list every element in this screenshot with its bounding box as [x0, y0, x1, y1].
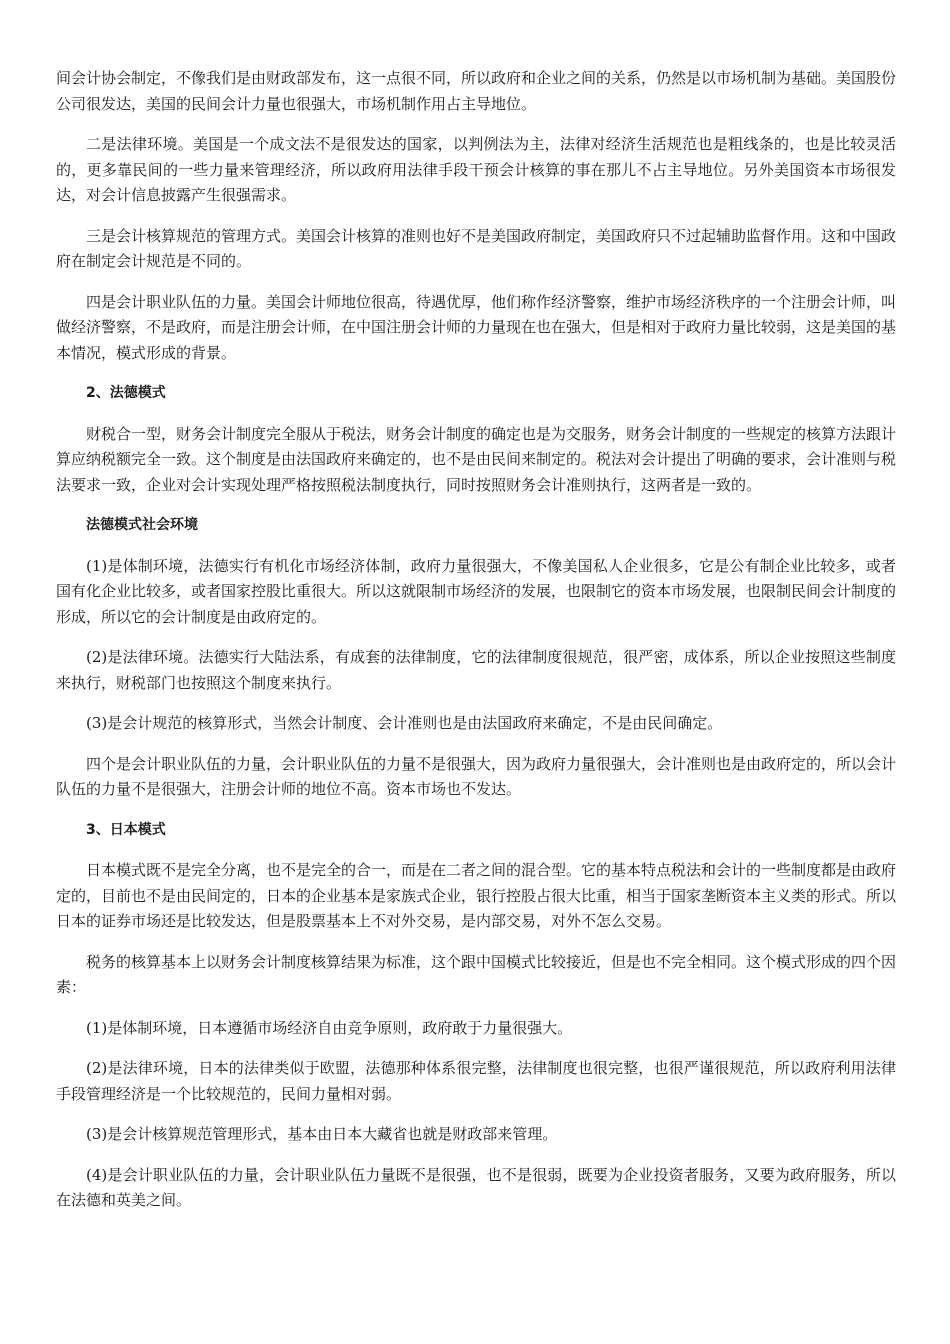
paragraph-japan-system-environment: (1)是体制环境，日本遵循市场经济自由竞争原则，政府敢于力量很强大。 [86, 1018, 573, 1037]
paragraph-us-accounting-norms: 三是会计核算规范的管理方式。美国会计核算的准则也好不是美国政府制定，美国政府只不过起辅助监督作用。这和中国政府在制定会计规范是不同的。 [56, 226, 897, 270]
paragraph-japan-profession: (4)是会计职业队伍的力量，会计职业队伍力量既不是很强，也不是很弱，既要为企业投资者服务，又要为政府服务，所以在法德和英美之间。 [56, 1165, 896, 1209]
paragraph-us-market-mechanism: 间会计协会制定，不像我们是由财政部发布，这一点很不同，所以政府和企业之间的关系，仍然是以市场机制为基础。美国股份公司很发达，美国的民间会计力量也很强大，市场机制作用占主导地位。 [56, 69, 897, 113]
paragraph-japan-tax-accounting: 税务的核算基本上以财务会计制度核算结果为标准，这个跟中国模式比较接近，但是也不完全相同。这个模式形成的四个因素： [56, 952, 897, 996]
heading-france-germany-model: 2、法德模式 [86, 385, 166, 401]
paragraph-fg-accounting-norms: (3)是会计规范的核算形式，当然会计制度、会计准则也是由法国政府来确定，不是由民间确定。 [86, 714, 723, 732]
paragraph-france-germany-overview: 财税合一型，财务会计制度完全服从于税法，财务会计制度的确定也是为交服务，财务会计制度的一些规定的核算方法跟计算应纳税额完全一致。这个制度是由法国政府来确定的，也不是由民间来制定的。税法对会计提出了明确的要求，会计准则与税法要求一致，企业对会计实现处理严格按照税法制度执行，同时按照财务会计准则执行，这两者是一致的。 [56, 424, 897, 494]
paragraph-us-profession: 四是会计职业队伍的力量。美国会计师地位很高，待遇优厚，他们称作经济警察，维护市场经济秩序的一个注册会计师，叫做经济警察，不是政府，而是注册会计师，在中国注册会计师的力量现在也在强大，但是相对于政府力量比较弱，这是美国的基本情况，模式形成的背景。 [56, 292, 897, 362]
paragraph-japan-legal-environment: (2)是法律环境，日本的法律类似于欧盟，法德那种体系很完整，法律制度也很完整，也很严谨很规范，所以政府利用法律手段管理经济是一个比较规范的，民间力量相对弱。 [56, 1059, 896, 1103]
paragraph-fg-profession: 四个是会计职业队伍的力量，会计职业队伍的力量不是很强大，因为政府力量很强大，会计准则也是由政府定的，所以会计队伍的力量不是很强大，注册会计师的地位不高。资本市场也不发达。 [56, 754, 897, 798]
paragraph-fg-legal-environment: (2)是法律环境。法德实行大陆法系，有成套的法律制度，它的法律制度很规范，很严密，成体系，所以企业按照这些制度来执行，财税部门也按照这个制度来执行。 [56, 648, 896, 692]
paragraph-japan-overview: 日本模式既不是完全分离，也不是完全的合一，而是在二者之间的混合型。它的基本特点税法和会计的一些制度都是由政府定的，目前也不是由民间定的，日本的企业基本是家族式企业，银行控股占很大比重，相当于国家垄断资本主义类的形式。所以日本的证券市场还是比较发达，但是股票基本上不对外交易，是内部交易，对外不怎么交易。 [56, 861, 897, 930]
heading-france-germany-social-environment: 法德模式社会环境 [86, 517, 198, 533]
heading-japan-model: 3、日本模式 [86, 821, 166, 838]
paragraph-fg-system-environment: (1)是体制环境，法德实行有机化市场经济体制，政府力量很强大，不像美国私人企业很多，它是公有制企业比较多，或者国有化企业比较多，或者国家控股比重很大。所以这就限制市场经济的发展，也限制它的资本市场发展，也限制民间会计制度的形成，所以它的会计制度是由政府定的。 [56, 556, 897, 626]
paragraph-us-legal-environment: 二是法律环境。美国是一个成文法不是很发达的国家，以判例法为主，法律对经济生活规范也是粗线条的，也是比较灵活的，更多靠民间的一些力量来管理经济，所以政府用法律手段干预会计核算的事在那儿不占主导地位。另外美国资本市场很发达，对会计信息披露产生很强需求。 [56, 135, 896, 204]
paragraph-japan-accounting-norms: (3)是会计核算规范管理形式，基本由日本大藏省也就是财政部来管理。 [86, 1125, 558, 1143]
document-body [56, 66, 896, 1229]
